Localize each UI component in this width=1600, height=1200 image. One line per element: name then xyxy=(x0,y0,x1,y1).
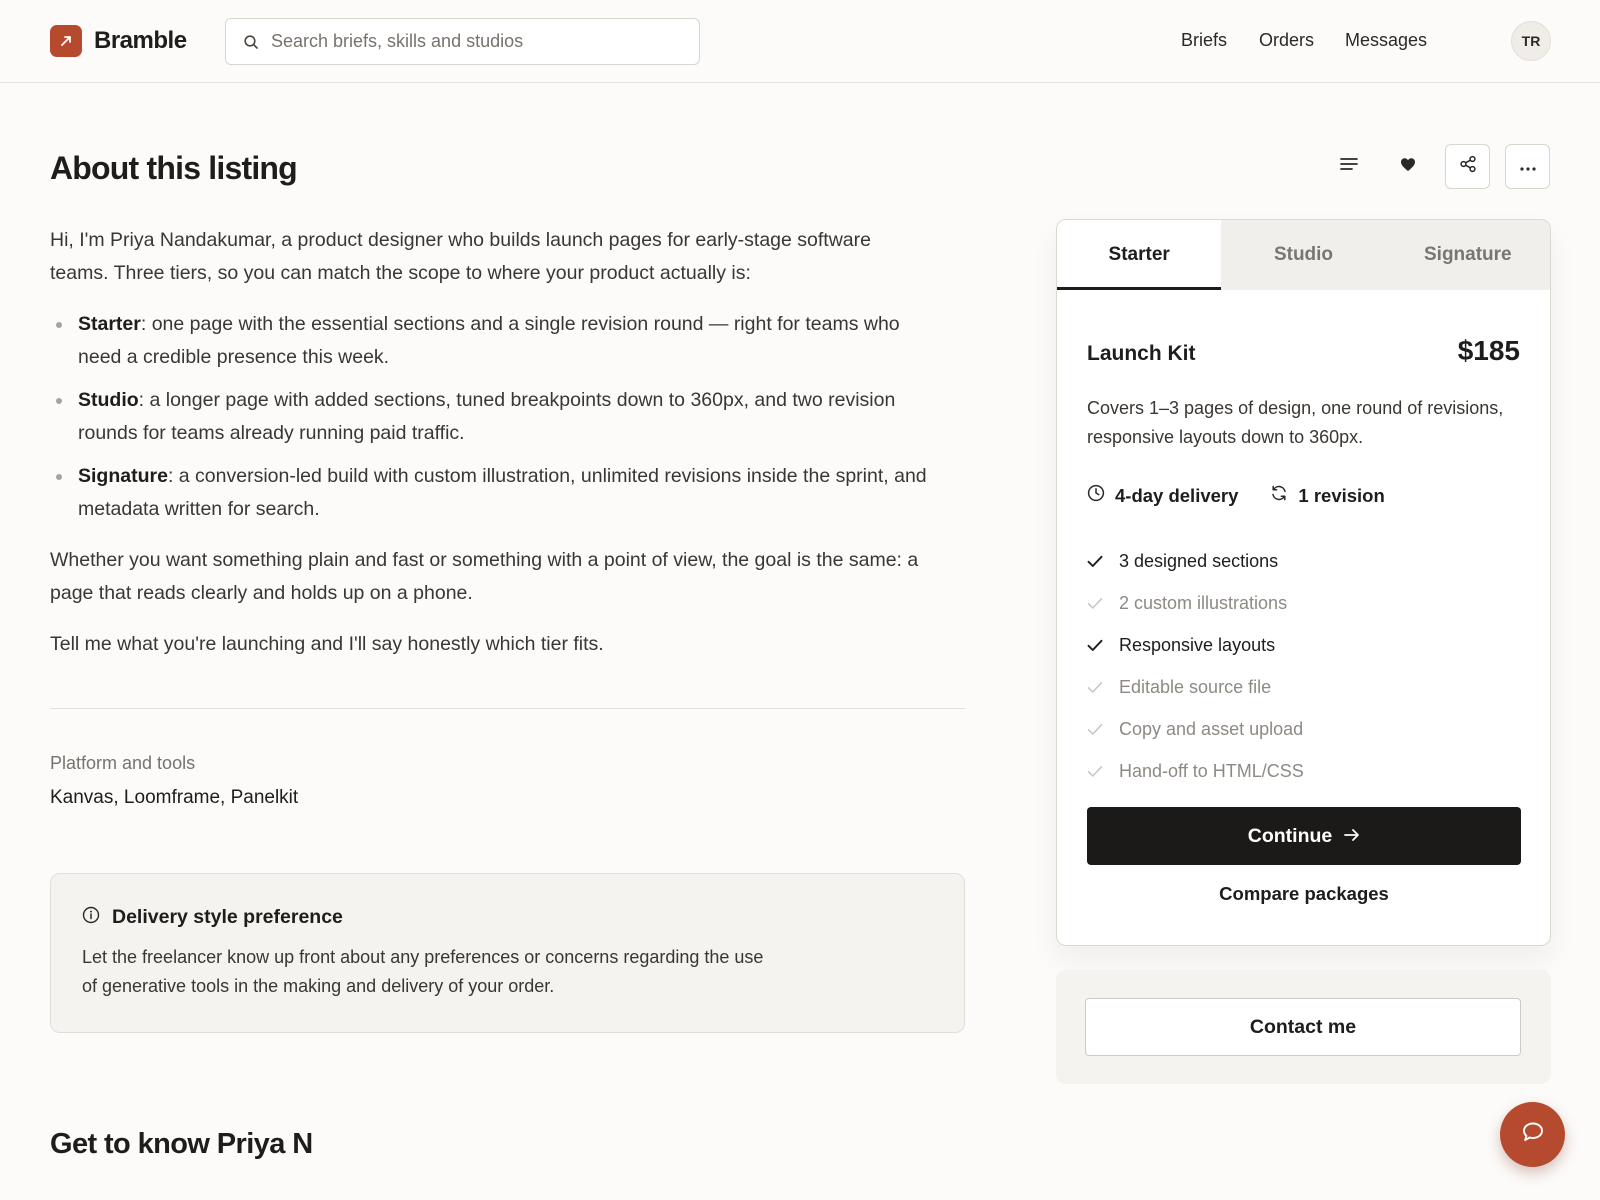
tier-list-item xyxy=(50,384,930,450)
more-icon xyxy=(1519,158,1537,176)
check-icon xyxy=(1087,720,1105,738)
package-description: Covers 1–3 pages of design, one round of revisions, responsive layouts down to 360px. xyxy=(1087,398,1504,447)
section-title: Get to know Priya N xyxy=(50,1128,313,1160)
list-button[interactable] xyxy=(1326,144,1371,189)
chat-button[interactable] xyxy=(1500,1102,1565,1167)
feature-item xyxy=(1087,708,1304,750)
tier-name: Starter xyxy=(78,313,141,335)
notice-text: Let the freelancer know up front about any preferences or concerns regarding the use of generative tools in the making and delivery of your order. xyxy=(82,947,764,996)
nav-link-messages[interactable]: Messages xyxy=(1345,30,1428,50)
more-options-button[interactable] xyxy=(1505,144,1550,189)
favorite-button[interactable] xyxy=(1385,144,1430,189)
intro-paragraph: Hi, I'm Priya Nandakumar, a product designer who builds launch pages for early-stage software teams. Three tiers, so you can match the scope to where your product actually is: xyxy=(50,229,871,284)
section-divider xyxy=(50,708,965,709)
continue-label: Continue xyxy=(1247,824,1333,847)
notice-title: Delivery style preference xyxy=(112,906,343,928)
nav-link-orders[interactable]: Orders xyxy=(1259,30,1315,50)
feature-label: 3 designed sections xyxy=(1119,550,1279,571)
check-icon xyxy=(1087,762,1105,780)
package-meta xyxy=(1087,484,1417,507)
tier-description: : one page with the essential sections and a single revision round — right for teams who need a credible presence this week. xyxy=(78,313,900,368)
tier-description: : a conversion-led build with custom illustration, unlimited revisions inside the sprint, and metadata written for search. xyxy=(78,465,927,520)
feature-label: 2 custom illustrations xyxy=(1119,592,1288,613)
compare-packages-link[interactable]: Compare packages xyxy=(1219,883,1389,904)
tab-starter[interactable]: Starter xyxy=(1057,220,1221,290)
continue-button[interactable] xyxy=(1087,807,1521,865)
check-icon xyxy=(1087,636,1105,654)
revision-count xyxy=(1270,484,1384,507)
chat-bubble-icon xyxy=(1521,1121,1545,1148)
nav-link-briefs[interactable]: Briefs xyxy=(1181,30,1228,50)
feature-label: Hand-off to HTML/CSS xyxy=(1119,760,1304,781)
contact-panel xyxy=(1056,970,1551,1084)
check-icon xyxy=(1087,594,1105,612)
tools-value: Kanvas, Loomframe, Panelkit xyxy=(50,787,299,808)
heart-icon xyxy=(1400,157,1416,177)
list-icon xyxy=(1340,156,1358,177)
delivery-label: 4-day delivery xyxy=(1115,484,1239,506)
delivery-time xyxy=(1087,484,1238,507)
share-icon xyxy=(1459,155,1477,178)
feature-item xyxy=(1087,582,1304,624)
delivery-preference-notice xyxy=(50,873,965,1033)
tier-name: Studio xyxy=(78,389,139,411)
check-icon xyxy=(1087,552,1105,570)
tier-list-item xyxy=(50,308,930,374)
feature-item xyxy=(1087,540,1304,582)
refresh-icon xyxy=(1270,484,1288,507)
feature-item xyxy=(1087,624,1304,666)
package-price: $185 xyxy=(1457,335,1520,366)
feature-label: Responsive layouts xyxy=(1119,634,1276,655)
package-card xyxy=(1056,219,1551,946)
package-name: Launch Kit xyxy=(1087,342,1196,365)
brand-name: Bramble xyxy=(94,27,187,54)
brand-logo[interactable] xyxy=(50,25,187,57)
tier-name: Signature xyxy=(78,465,168,487)
tier-description: : a longer page with added sections, tuned breakpoints down to 360px, and two revision rounds for teams already running paid traffic. xyxy=(78,389,896,444)
feature-label: Copy and asset upload xyxy=(1119,718,1304,739)
tier-list-item xyxy=(50,460,930,526)
user-avatar[interactable]: TR xyxy=(1511,21,1551,61)
share-button[interactable] xyxy=(1445,144,1490,189)
tab-studio[interactable]: Studio xyxy=(1273,244,1334,265)
search-input[interactable] xyxy=(271,31,671,52)
tab-signature[interactable]: Signature xyxy=(1424,244,1512,265)
cta-paragraph: Tell me what you're launching and I'll say honestly which tier fits. xyxy=(50,633,604,655)
feature-item xyxy=(1087,666,1304,708)
feature-list xyxy=(1087,540,1304,792)
notice-header xyxy=(82,906,964,929)
search-icon xyxy=(243,34,259,50)
top-navigation-bar xyxy=(0,0,1600,83)
check-icon xyxy=(1087,678,1105,696)
listing-description xyxy=(50,224,930,679)
brand-logo-icon xyxy=(50,25,82,57)
info-icon xyxy=(82,906,100,929)
feature-label: Editable source file xyxy=(1119,676,1272,697)
tools-label: Platform and tools xyxy=(50,753,196,773)
page-title: About this listing xyxy=(50,150,297,186)
arrow-right-icon xyxy=(1332,825,1360,848)
revision-label: 1 revision xyxy=(1298,484,1385,506)
search-bar[interactable] xyxy=(225,18,700,65)
contact-me-button[interactable]: Contact me xyxy=(1085,998,1521,1056)
tier-list xyxy=(50,308,930,526)
clock-icon xyxy=(1087,484,1105,507)
package-tabs xyxy=(1057,220,1550,290)
closing-paragraph: Whether you want something plain and fast or something with a point of view, the goal is the same: a page that reads clearly and holds up on a phone. xyxy=(50,549,919,604)
feature-item xyxy=(1087,750,1304,792)
